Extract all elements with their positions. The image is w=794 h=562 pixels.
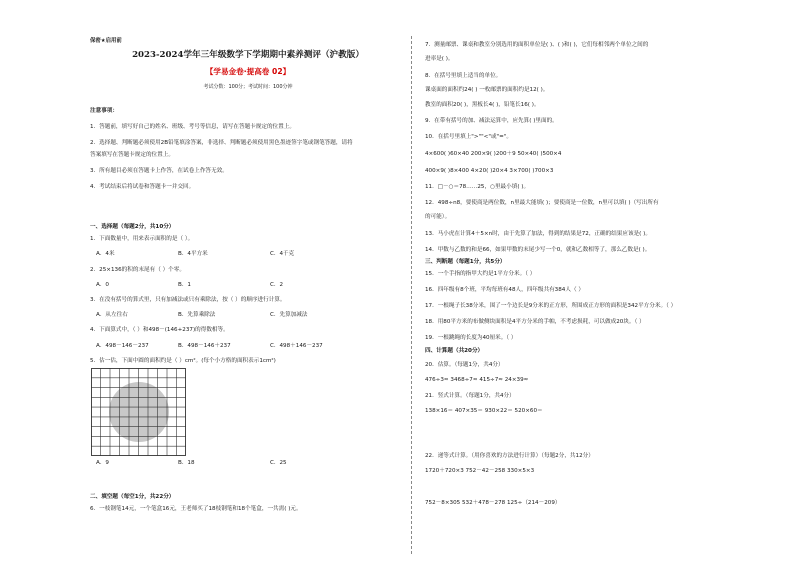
question-16: 16．四年级有8个班，平均每班有48人，四年级共有384人（ ） xyxy=(425,287,584,293)
question-15: 15．一个手指的指甲大约是1平方分米。（ ） xyxy=(425,271,536,277)
section-heading-calc: 四、计算题（共20分） xyxy=(425,348,484,354)
question-8-line: 课桌面的面积约24( ) 一枚邮票的面积约是12( )。 xyxy=(425,87,549,93)
section-heading-fill: 二、填空题（每空1分，共22分） xyxy=(90,494,175,500)
question-7-cont: 进率是( )。 xyxy=(425,56,454,62)
option: C．25 xyxy=(270,460,287,466)
note-item: 答案填写在答题卡规定的位置上。 xyxy=(90,152,174,158)
question-5: 5．估一估，下面中圆的面积约是（ ）cm²。(每个小方格的面积表示1cm²) xyxy=(90,358,276,364)
option: C．先算加减法 xyxy=(270,312,308,318)
option: A．498－146－237 xyxy=(96,343,149,349)
exam-meta: 考试分数：100分；考试时间：100分钟 xyxy=(203,84,293,90)
question-10-line: 4×600( )60×40 200×9( )200＋9 50×40( )500×4 xyxy=(425,151,562,157)
question-12-cont: 的可能）。 xyxy=(425,214,451,220)
option: B．1 xyxy=(178,282,191,288)
section-heading-choice: 一、选择题（每题2分，共10分） xyxy=(90,224,175,230)
option: B．18 xyxy=(178,460,195,466)
question-1: 1．下面数量中，用来表示面积的是（ ）。 xyxy=(90,236,194,242)
section-heading-judge: 三、判断题（每题1分，共5分） xyxy=(425,259,506,265)
question-10-line: 400×9( )8×400 4×20( )20×4 3×700( )700×3 xyxy=(425,168,554,174)
question-22: 22．递等式计算。（用你喜欢的方法进行计算）（每题2分，共12分） xyxy=(425,453,594,459)
question-11: 11．□－○＝78……25，○里最小填( )。 xyxy=(425,184,530,190)
note-item: 2．选择题、判断题必须使用2B铅笔填涂答案，非选择、判断题必须使用黑色墨迹签字笔或钢笔答题，请将 xyxy=(90,140,353,146)
note-item: 4．考试结束后将试卷和答题卡一并交回。 xyxy=(90,184,195,190)
question-20-items: 476÷3≈ 3468÷7≈ 415÷7≈ 24×39≈ xyxy=(425,377,529,383)
notes-heading: 注意事项： xyxy=(90,108,118,114)
question-8-line: 教室的面积20( )，黑板长4( )，铅笔长16( )。 xyxy=(425,102,540,108)
exam-title: 2023-2024学年三年级数学下学期期中素养测评（沪教版） xyxy=(132,50,364,60)
option: B．4平方米 xyxy=(178,251,208,257)
option: C．498＋146－237 xyxy=(270,343,323,349)
question-9: 9．在带有括号的加、减法运算中，应先算( )里面的。 xyxy=(425,118,558,124)
question-14: 14．甲数与乙数的和是66，如果甲数的末尾少写一个0，就和乙数相等了，那么乙数是( )。 xyxy=(425,247,651,253)
note-item: 1．答题前，填写好自己的姓名、班级、考号等信息，请写在答题卡规定的位置上。 xyxy=(90,124,295,130)
option: B．498－146＋237 xyxy=(178,343,231,349)
question-21-items: 138×16＝ 407×35＝ 930×22＝ 520×60＝ xyxy=(425,408,543,414)
column-divider xyxy=(411,36,412,554)
option: B．先算乘除法 xyxy=(178,312,216,318)
question-4: 4．下面算式中，（ ）和498－(146+237)的得数相等。 xyxy=(90,327,229,333)
question-7: 7．测量邮票、课桌和教室分别选用的面积单位是( )、( )和( )，它们每相邻两个单位之间的 xyxy=(425,42,649,48)
exam-subtitle: 【学易金卷·提高卷 02】 xyxy=(205,67,291,76)
question-17: 17．一根绳子长38分米，围了一个边长是9分米的正方形，所围成正方形的面积是342平方分米。（ ） xyxy=(425,303,677,309)
note-item: 3．所有题目必须在答题卡上作答，在试卷上作答无效。 xyxy=(90,168,228,174)
option: A．4米 xyxy=(96,251,115,257)
question-22-items: 1720＋720×3 752－42－258 330×5×3 xyxy=(425,468,535,474)
question-10: 10．在括号里填上">""<"或"="。 xyxy=(425,134,512,140)
option: A．9 xyxy=(96,460,109,466)
grid-circle-figure xyxy=(91,368,186,456)
question-21: 21．竖式计算。（每题1分，共4分） xyxy=(425,393,515,399)
question-8: 8．在括号里填上适当的单位。 xyxy=(425,73,502,79)
question-19: 19．一根跳绳的长度为40厘米。（ ） xyxy=(425,335,517,341)
question-20: 20．估算。（每题1分，共4分） xyxy=(425,362,504,368)
question-2: 2．25×136的积的末尾有（ ）个零。 xyxy=(90,267,185,273)
grid-lines xyxy=(91,368,186,456)
question-13: 13．马小虎在计算4＋5×n时，由于先算了加法，得到的结果是72，正确的结果应该是( )。 xyxy=(425,231,651,237)
option: C．2 xyxy=(270,282,284,288)
circle-shape xyxy=(109,382,169,442)
option: A．从左往右 xyxy=(96,312,128,318)
question-22-items: 752－8×305 532＋478－278 125÷（214－209） xyxy=(425,500,561,506)
question-12: 12．498÷n8，要使商是两位数，n里最大能填( )；要使商是一位数，n里可以填( )（写出所有 xyxy=(425,200,659,206)
option: C．4千克 xyxy=(270,251,295,257)
question-18: 18．用80平方米的布做侧块面积是4平方分米的手帕，不考虑损耗，可以做成20块。（ ） xyxy=(425,319,645,325)
question-3: 3．在没有括号的算式里，只有加减法或只有乘除法，按（ ）的顺序进行计算。 xyxy=(90,297,286,303)
question-6: 6．一枝钢笔14元，一个笔盒16元，王老师买了18枝钢笔和18个笔盒，一共需( )元。 xyxy=(90,506,302,512)
confidential-mark: 保密★启用前 xyxy=(90,38,122,44)
option: A．0 xyxy=(96,282,109,288)
